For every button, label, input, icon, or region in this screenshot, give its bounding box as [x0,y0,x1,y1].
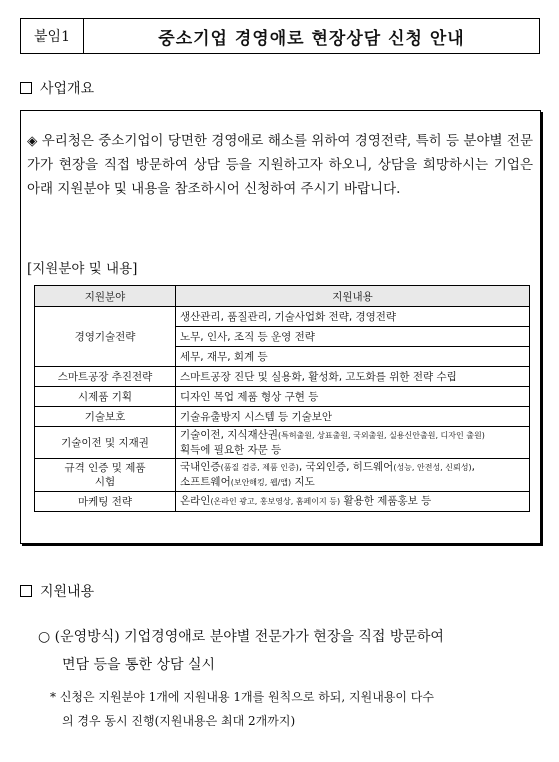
category-cell: 기술이전 및 지재권 [35,427,176,459]
content-cell: 노무, 인사, 조직 등 운영 전략 [176,327,530,347]
table-row [35,427,530,459]
document-title: 중소기업 경영애로 현장상담 신청 안내 [158,28,465,49]
annex-tag: 붙임1 [21,19,84,53]
content-cell: 기술유출방지 시스템 등 기술보안 [176,407,530,427]
section-title: 지원내용 [40,584,95,600]
category-cell: 시제품 기획 [35,387,176,407]
category-cell: 규격 인증 및 제품 시험 [35,459,176,492]
content-cell: 스마트공장 진단 및 실용화, 활성화, 고도화를 위한 전략 수립 [176,367,530,387]
column-header: 지원분야 [35,286,176,307]
table-row [35,367,530,387]
content-cell: 기술이전, 지식재산권(특허출원, 상표출원, 국외출원, 실용신안출원, 디자인 출원) 획득에 필요한 자문 등 [176,427,530,459]
overview-box [20,110,541,544]
support-table [34,285,530,512]
checkbox-square-icon [20,82,32,94]
table-label: [지원분야 및 내용] [27,261,138,277]
table-row [35,307,530,327]
table-header-row [35,286,530,307]
category-cell: 마케팅 전략 [35,492,176,512]
footnote-line: 의 경우 동시 진행(지원내용은 최대 2개까지) [62,714,296,728]
category-cell: 스마트공장 추진전략 [35,367,176,387]
operation-bullet-cont: 면담 등을 통한 상담 실시 [62,657,216,673]
footnote-line: * 신청은 지원분야 1개에 지원내용 1개를 원칙으로 하되, 지원내용이 다수 [50,690,434,704]
annex-header [20,18,540,54]
intro-paragraph: ◈ 우리청은 중소기업이 당면한 경영애로 해소를 위하여 경영전략, 특히 등 분야별 전문가가 현장을 직접 방문하여 상담 등을 지원하고자 하오니, 상담을 희망하시는 기업은 아래 지원분야 및 내용을 참조하시어 신청하여 주시기 바랍니다. [27,133,533,197]
content-cell: 온라인(온라인 광고, 홍보영상, 홈페이지 등) 활용한 제품홍보 등 [176,492,530,512]
content-cell: 생산관리, 품질관리, 기술사업화 전략, 경영전략 [176,307,530,327]
section-support [20,581,94,601]
table-row [35,492,530,512]
section-overview [20,78,94,98]
content-cell: 국내인증(품질 검증, 제품 인증), 국외인증, 히드웨어(성능, 안전성, 신뢰성), 소프트웨어(보안해킹, 웹/앱) 지도 [176,459,530,492]
content-cell: 디자인 목업 제품 형상 구현 등 [176,387,530,407]
content-cell: 세무, 재무, 회계 등 [176,347,530,367]
operation-bullet: ○ (운영방식) 기업경영애로 분야별 전문가가 현장을 직접 방문하여 [38,629,444,645]
checkbox-square-icon [20,585,32,597]
column-header: 지원내용 [176,286,530,307]
category-cell: 기술보호 [35,407,176,427]
table-row [35,407,530,427]
table-row [35,387,530,407]
table-row [35,459,530,492]
category-cell: 경영기술전략 [35,307,176,367]
section-title: 사업개요 [40,81,95,97]
